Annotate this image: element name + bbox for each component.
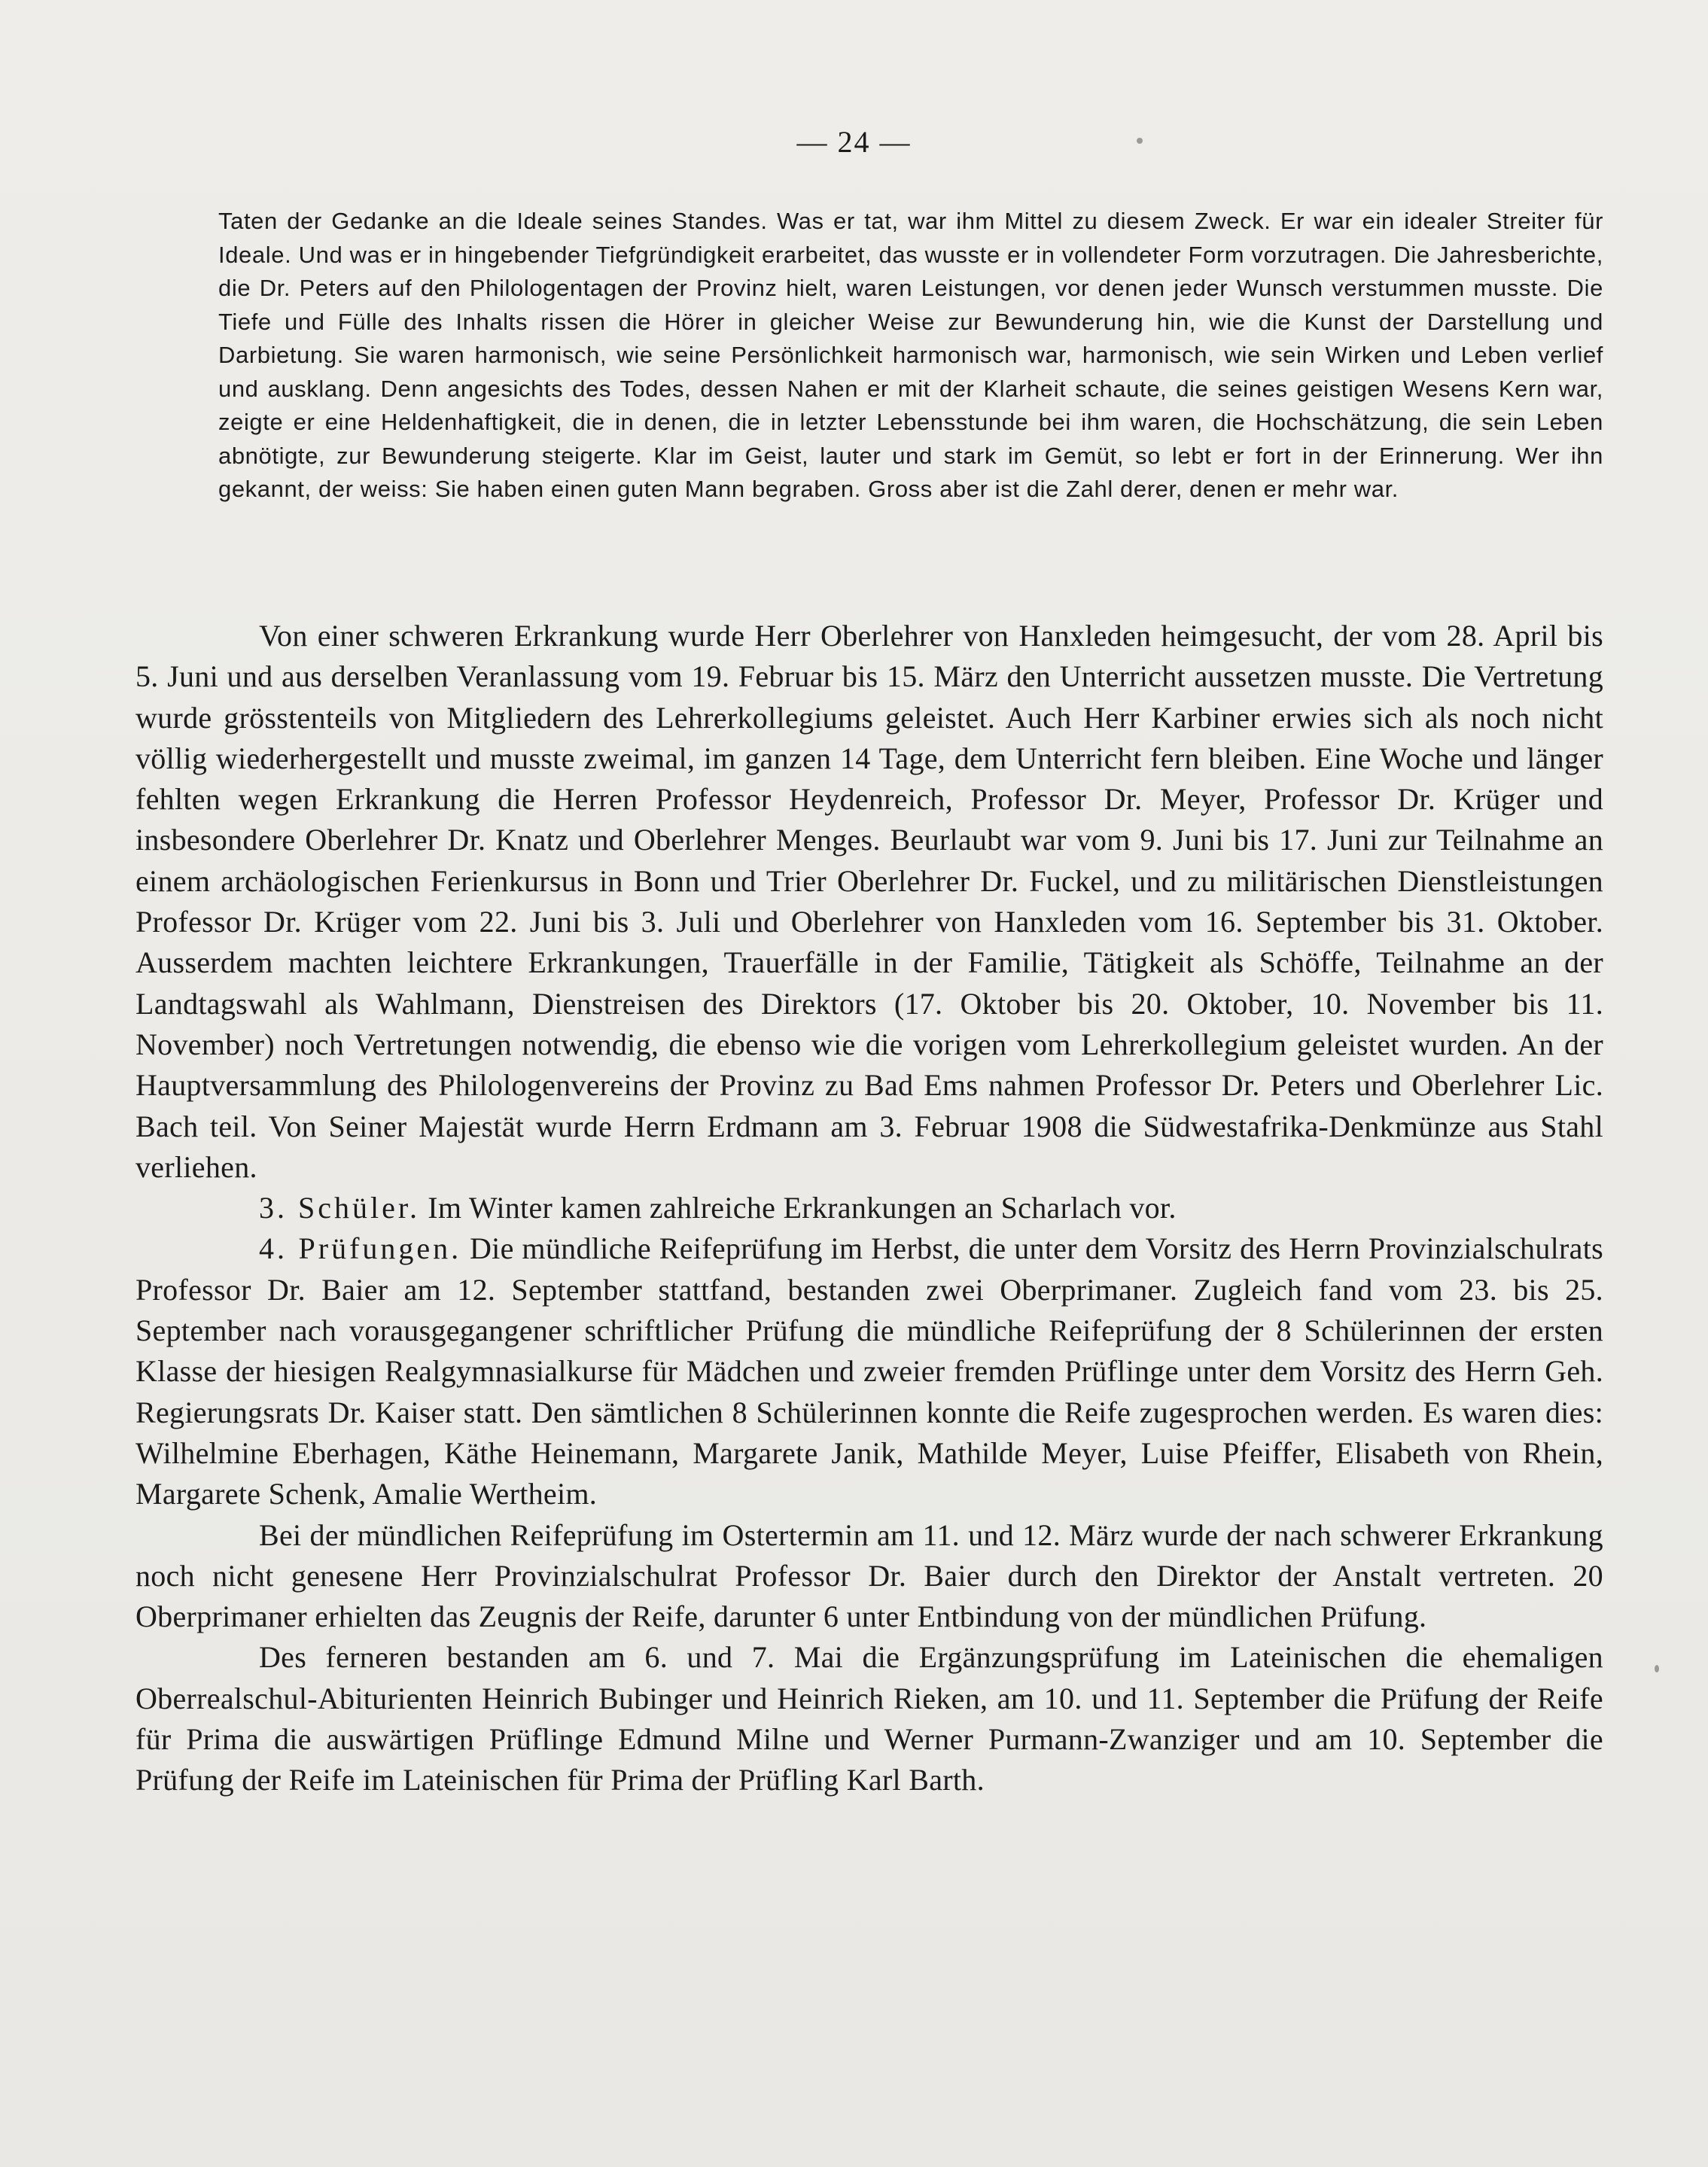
paragraph-ergaenzung: Des ferneren bestanden am 6. und 7. Mai die Ergänzungsprüfung im Lateinischen die ehemaligen Oberrealschul-Abiturienten Heinrich Bubinger und Heinrich Rieken, am 10. und 11. September die Prüfung der Reife für Prima die auswärtigen Prüflinge Edmund Milne und Werner Purmann-Zwanziger und am 10. September die Prüfung der Reife im Lateinischen für Prima der Prüfling Karl Barth.	[135, 1640, 1603, 1797]
paragraph-schueler	[135, 1188, 1603, 1228]
paragraph-pruefungen	[135, 1228, 1603, 1514]
section-heading-schueler: 3. Schüler.	[259, 1191, 420, 1225]
obituary-continuation	[218, 205, 1603, 507]
paper-speck	[1137, 138, 1143, 144]
section-heading-pruefungen: 4. Prüfungen.	[259, 1231, 462, 1266]
paragraph-erkrankung: Von einer schweren Erkrankung wurde Herr Oberlehrer von Hanxleden heimgesucht, der vom 28. April bis 5. Juni und aus derselben Veranlassung vom 19. Februar bis 15. März den Unterricht aussetzen musste. Die Vertretung wurde grösstenteils von Mitgliedern des Lehrerkollegiums geleistet. Auch Herr Karbiner erwies sich als noch nicht völlig wiederhergestellt und musste zweimal, im ganzen 14 Tage, dem Unterricht fern bleiben. Eine Woche und länger fehlten wegen Erkrankung die Herren Professor Heydenreich, Professor Dr. Meyer, Professor Dr. Krüger und insbesondere Oberlehrer Dr. Knatz und Oberlehrer Menges. Beurlaubt war vom 9. Juni bis 17. Juni zur Teilnahme an einem archäologischen Ferienkursus in Bonn und Trier Oberlehrer Dr. Fuckel, und zu militärischen Dienstleistungen Professor Dr. Krüger vom 22. Juni bis 3. Juli und Oberlehrer von Hanxleden vom 16. September bis 31. Oktober. Ausserdem machten leichtere Erkrankungen, Trauerfälle in der Familie, Tätigkeit als Schöffe, Teilnahme an der Landtagswahl als Wahlmann, Dienstreisen des Direktors (17. Oktober bis 20. Oktober, 10. November bis 11. November) noch Vertretungen notwendig, die ebenso wie die vorigen vom Lehrerkollegium geleistet wurden. An der Hauptversammlung des Philologenvereins der Provinz zu Bad Ems nahmen Professor Dr. Peters und Oberlehrer Lic. Bach teil. Von Seiner Majestät wurde Herrn Erdmann am 3. Februar 1908 die Südwestafrika-Denkmünze aus Stahl verliehen.	[135, 619, 1603, 1184]
schueler-text: Im Winter kamen zahlreiche Erkrankungen an Scharlach vor.	[419, 1191, 1177, 1225]
continuation-paragraph: Taten der Gedanke an die Ideale seines Standes. Was er tat, war ihm Mittel zu diesem Zweck. Er war ein idealer Streiter für Ideale. Und was er in hingebender Tiefgründigkeit erarbeitet, das wusste er in vollendeter Form vorzutragen. Die Jahresberichte, die Dr. Peters auf den Philologentagen der Provinz hielt, waren Leistungen, vor denen jeder Wunsch verstummen musste. Die Tiefe und Fülle des Inhalts rissen die Hörer in gleicher Weise zur Bewunderung hin, wie die Kunst der Darstellung und Darbietung. Sie waren harmonisch, wie seine Persönlichkeit harmonisch war, harmonisch, wie sein Wirken und Leben verlief und ausklang. Denn angesichts des Todes, dessen Nahen er mit der Klarheit schaute, die seines geistigen Wesens Kern war, zeigte er eine Heldenhaftigkeit, die in denen, die in letzter Lebensstunde bei ihm waren, die Hochschätzung, die sein Leben abnötigte, zur Bewunderung steigerte. Klar im Geist, lauter und stark im Gemüt, so lebt er fort in der Erinnerung. Wer ihn gekannt, der weiss: Sie haben einen guten Mann begraben. Gross aber ist die Zahl derer, denen er mehr war.	[218, 208, 1603, 502]
pruefungen-text: Die mündliche Reifeprüfung im Herbst, die unter dem Vorsitz des Herrn Provinzialschulrats Professor Dr. Baier am 12. September stattfand, bestanden zwei Oberprimaner. Zugleich fand vom 23. bis 25. September nach vorausgegangener schriftlicher Prüfung die mündliche Reifeprüfung der 8 Schülerinnen der ersten Klasse der hiesigen Realgymnasialkurse für Mädchen und zweier fremden Prüflinge unter dem Vorsitz des Herrn Geh. Regierungsrats Dr. Kaiser statt. Den sämtlichen 8 Schülerinnen konnte die Reife zugesprochen werden. Es waren dies: Wilhelmine Eberhagen, Käthe Heinemann, Margarete Janik, Mathilde Meyer, Luise Pfeiffer, Elisabeth von Rhein, Margarete Schenk, Amalie Wertheim.	[135, 1231, 1604, 1511]
paper-speck	[1655, 1665, 1659, 1672]
paragraph-ostertermin: Bei der mündlichen Reifeprüfung im Ostertermin am 11. und 12. März wurde der nach schwerer Erkrankung noch nicht genesene Herr Provinzialschulrat Professor Dr. Baier durch den Direktor der Anstalt vertreten. 20 Oberprimaner erhielten das Zeugnis der Reife, darunter 6 unter Entbindung von der mündlichen Prüfung.	[135, 1517, 1603, 1634]
main-text	[135, 616, 1603, 1801]
page-number: — 24 —	[796, 125, 912, 159]
